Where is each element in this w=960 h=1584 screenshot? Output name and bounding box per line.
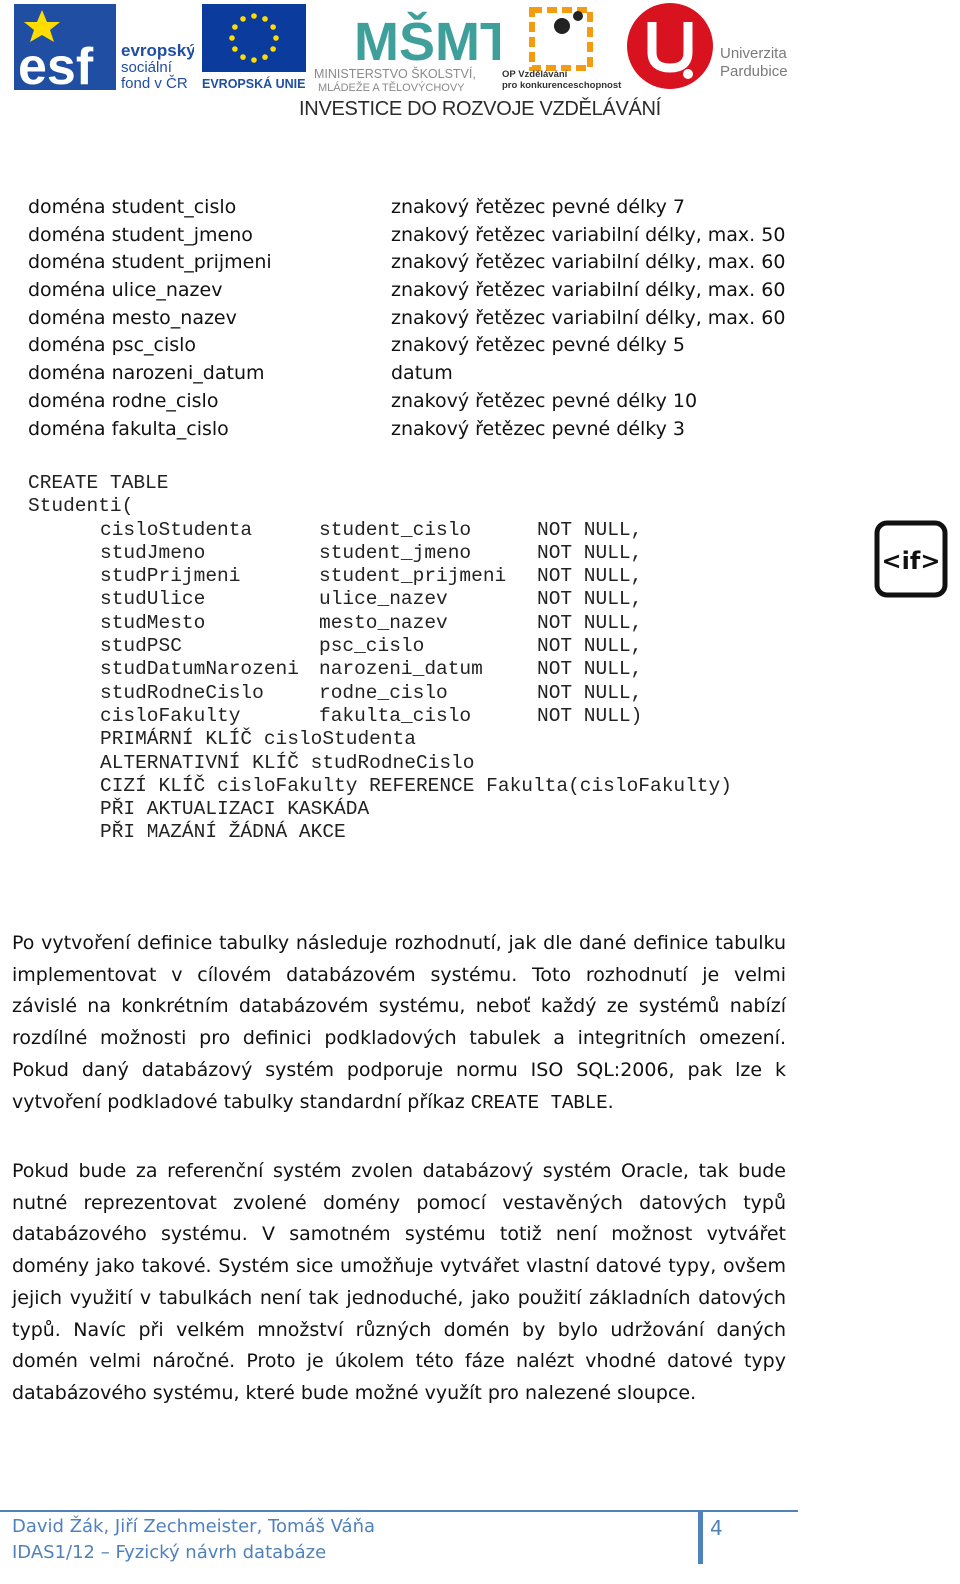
- domain-name: doména fakulta_cislo: [28, 417, 229, 440]
- eu-star: [270, 24, 276, 30]
- msmt-letters: MŠMT: [354, 12, 500, 72]
- eu-logo: [202, 4, 306, 90]
- upa-line1: Univerzita: [720, 45, 787, 62]
- domain-list: [28, 196, 808, 445]
- upa-line2: Pardubice: [720, 63, 788, 80]
- footer-authors: David Žák, Jiří Zechmeister, Tomáš Váňa: [12, 1516, 376, 1537]
- sql-column-domain: student_jmeno: [319, 541, 472, 564]
- eu-star: [232, 24, 238, 30]
- if-icon-label: <if>: [881, 547, 941, 575]
- sql-key-line: [28, 774, 732, 798]
- sql-column-constraint: NOT NULL,: [537, 565, 643, 588]
- sql-column-domain: ulice_nazev: [319, 588, 448, 611]
- sql-column-name: cisloFakulty: [100, 704, 241, 727]
- paragraph-1: [12, 928, 786, 1119]
- domain-name: doména student_jmeno: [28, 223, 253, 246]
- paragraph-2: Pokud bude za referenční systém zvolen databázový systém Oracle, tak bude nutné reprezentovat zvolené domény pomocí vestavěných datových typů databázového systému. V samotném systému totiž není možnost vytvářet domény jako takové. Systém sice umožňuje vytvářet vlastní datové typy, ovšem jejich využití v tabulkách není tak jednoduché, jako použití základních datových typů. Navíc při velkém množství různých domén by bylo udržování daných domén velmi náročné. Proto je úkolem této fáze nalézt vhodné datové typy databázového systému, které bude možné využít pro nalezené sloupce.: [12, 1160, 786, 1404]
- sql-column-name: studMesto: [100, 611, 206, 634]
- footer-course: IDAS1/12 – Fyzický návrh databáze: [12, 1542, 327, 1563]
- domain-type: znakový řetězec variabilní délky, max. 60: [391, 279, 786, 302]
- domain-type: znakový řetězec variabilní délky, max. 60: [391, 306, 786, 329]
- eu-label: EVROPSKÁ UNIE: [202, 77, 306, 90]
- domain-type: znakový řetězec variabilní délky, max. 50: [391, 223, 786, 246]
- msmt-line1: MINISTERSTVO ŠKOLSTVÍ,: [314, 67, 476, 81]
- sql-column-domain: narozeni_datum: [319, 658, 483, 681]
- page-number: 4: [710, 1516, 723, 1540]
- eu-star: [229, 35, 235, 41]
- sql-column-row: [28, 541, 643, 565]
- footer-divider: [698, 1512, 703, 1564]
- sql-column-domain: rodne_cislo: [319, 681, 448, 704]
- domain-type: znakový řetězec variabilní délky, max. 60: [391, 251, 786, 274]
- sql-on-delete: PŘI MAZÁNÍ ŽÁDNÁ AKCE: [100, 821, 346, 844]
- op-vzdelavani-logo: [502, 2, 622, 92]
- domain-name: doména mesto_nazev: [28, 306, 237, 329]
- sql-column-row: [28, 588, 643, 611]
- sql-column-constraint: NOT NULL,: [537, 518, 643, 541]
- sql-primary-key: PRIMÁRNÍ KLÍČ cisloStudenta: [100, 728, 416, 751]
- invest-banner: INVESTICE DO ROZVOJE VZDĚLÁVÁNÍ: [299, 98, 661, 120]
- paragraph-1-end: .: [607, 1090, 614, 1113]
- eu-star: [262, 16, 268, 22]
- esf-line2: sociální: [121, 59, 172, 76]
- domain-name: doména narozeni_datum: [28, 362, 265, 385]
- sql-column-domain: mesto_nazev: [319, 611, 448, 634]
- eu-star: [251, 57, 257, 63]
- sql-column-row: [28, 681, 643, 705]
- sql-column-constraint: NOT NULL,: [537, 658, 643, 681]
- sql-column-name: studPSC: [100, 635, 182, 658]
- sql-column-row: [28, 658, 643, 681]
- eu-star: [240, 16, 246, 22]
- sql-foreign-key: CIZÍ KLÍČ cisloFakulty REFERENCE Fakulta(cisloFakulty): [100, 774, 732, 797]
- sql-column-row: [28, 518, 643, 542]
- sql-column-name: cisloStudenta: [100, 518, 253, 541]
- sql-table-name: Studenti(: [28, 495, 134, 518]
- univerzita-pardubice-logo: [626, 0, 796, 92]
- sql-column-constraint: NOT NULL,: [537, 611, 643, 634]
- domain-type: znakový řetězec pevné délky 3: [391, 417, 685, 440]
- sql-alternate-key: ALTERNATIVNÍ KLÍČ studRodneCislo: [100, 751, 475, 774]
- sql-create: CREATE TABLE: [28, 472, 169, 494]
- eu-star: [270, 46, 276, 52]
- sql-line: [28, 472, 168, 495]
- domain-row: [28, 251, 808, 279]
- sql-key-line: [28, 798, 370, 821]
- domain-type: znakový řetězec pevné délky 5: [391, 334, 685, 357]
- domain-row: [28, 334, 808, 362]
- sql-key-line: [28, 751, 475, 775]
- sql-create-table: [28, 472, 732, 845]
- if-icon: [874, 520, 948, 598]
- eu-star: [232, 46, 238, 52]
- sql-line: [28, 495, 168, 518]
- footer-rule: [0, 1510, 798, 1512]
- domain-row: [28, 418, 808, 446]
- sql-column-constraint: NOT NULL): [537, 704, 643, 727]
- esf-line3: fond v ČR: [121, 75, 188, 90]
- sql-column-name: studPrijmeni: [100, 565, 241, 588]
- sql-column-name: studJmeno: [100, 541, 206, 564]
- sql-column-constraint: NOT NULL,: [537, 681, 643, 704]
- footer-info: [12, 1514, 375, 1566]
- sql-column-name: studUlice: [100, 588, 206, 611]
- eu-star: [273, 35, 279, 41]
- domain-row: [28, 224, 808, 252]
- msmt-line2: MLÁDEŽE A TĚLOVÝCHOVY: [318, 82, 465, 92]
- esf-letters: esf: [18, 38, 94, 90]
- sql-on-update: PŘI AKTUALIZACI KASKÁDA: [100, 798, 370, 821]
- sql-column-domain: fakulta_cislo: [319, 704, 472, 727]
- sql-column-row: [28, 635, 643, 658]
- domain-row: [28, 390, 808, 418]
- sql-column-domain: student_cislo: [319, 518, 472, 541]
- op-line1: OP Vzdělávání: [502, 69, 568, 80]
- domain-type: znakový řetězec pevné délky 10: [391, 389, 698, 412]
- domain-row: [28, 362, 808, 390]
- domain-name: doména student_cislo: [28, 196, 237, 218]
- domain-name: doména ulice_nazev: [28, 279, 223, 302]
- eu-star: [251, 13, 257, 19]
- op-line2: pro konkurenceschopnost: [502, 80, 622, 91]
- sql-column-constraint: NOT NULL,: [537, 635, 643, 658]
- domain-type: znakový řetězec pevné délky 7: [391, 196, 685, 218]
- sql-column-constraint: NOT NULL,: [537, 588, 643, 611]
- esf-line1: evropský: [121, 41, 194, 60]
- domain-row: [28, 307, 808, 335]
- paragraph-1-text: Po vytvoření definice tabulky následuje rozhodnutí, jak dle dané definice tabulku implementovat v cílovém databázovém systému. Toto rozhodnutí je velmi závislé na konkrétním databázovém systému, neboť každý ze systémů nabízí rozdílné možnosti pro definici podkladových tabulek a integritních omezení. Pokud daný databázový systém podporuje normu ISO SQL:2006, pak lze k vytvoření podkladové tabulky standardní příkaz: [12, 932, 786, 1113]
- domain-name: doména rodne_cislo: [28, 389, 219, 412]
- eu-star: [240, 54, 246, 60]
- sql-column-domain: student_prijmeni: [319, 565, 507, 588]
- domain-type: datum: [391, 362, 453, 385]
- sql-column-row: [28, 611, 643, 635]
- sql-column-name: studRodneCislo: [100, 681, 264, 704]
- domain-row: [28, 196, 808, 224]
- sql-column-row: [28, 704, 643, 728]
- header-logos: [0, 0, 960, 130]
- sql-column-row: [28, 565, 643, 588]
- domain-row: [28, 279, 808, 307]
- sql-column-name: studDatumNarozeni: [100, 658, 299, 681]
- sql-key-line: [28, 821, 346, 844]
- domain-name: doména student_prijmeni: [28, 251, 272, 274]
- eu-star: [262, 54, 268, 60]
- domain-name: doména psc_cislo: [28, 334, 197, 357]
- esf-logo: [14, 4, 194, 90]
- sql-key-line: [28, 728, 416, 751]
- sql-column-domain: psc_cislo: [319, 635, 425, 658]
- paragraph-1-code: CREATE TABLE: [470, 1091, 608, 1114]
- sql-column-constraint: NOT NULL,: [537, 541, 643, 564]
- msmt-logo: [312, 2, 500, 92]
